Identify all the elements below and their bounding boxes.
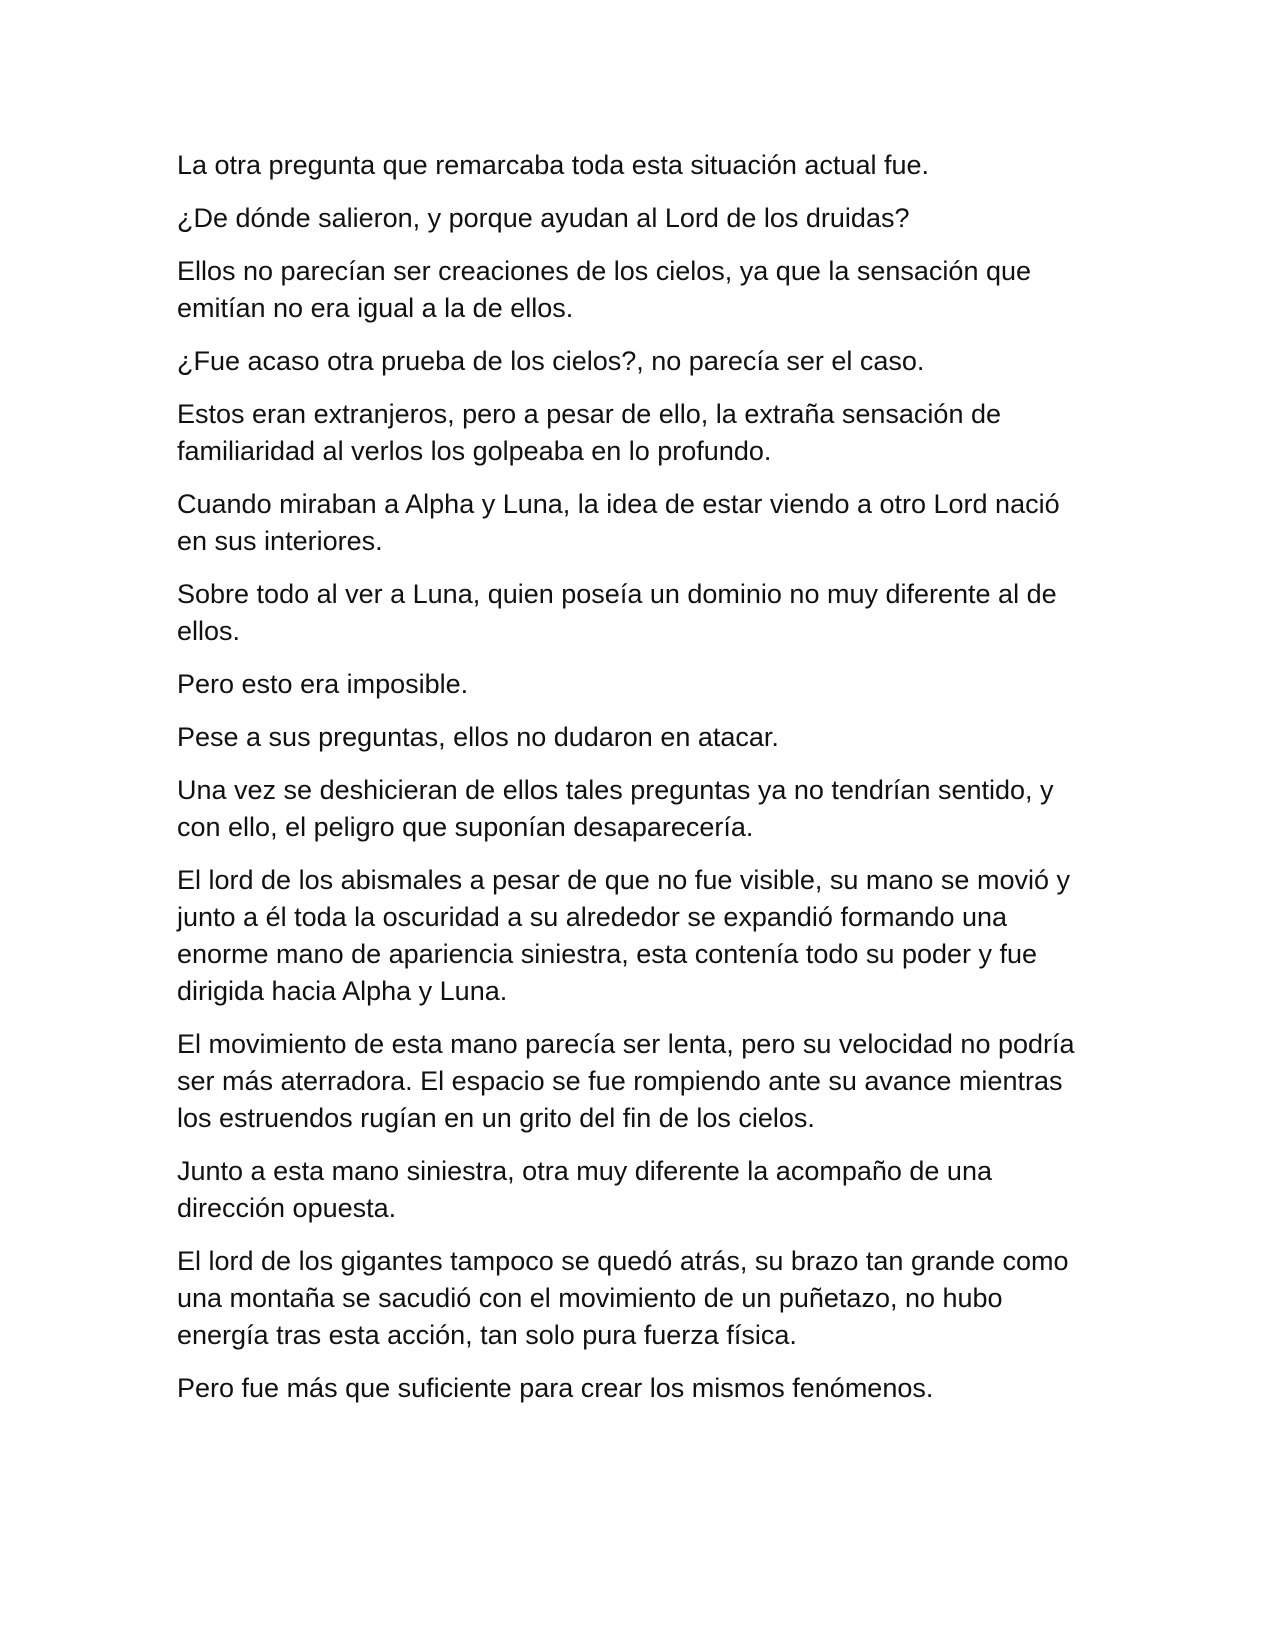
paragraph: Pero esto era imposible. xyxy=(177,669,469,699)
paragraph: Junto a esta mano siniestra, otra muy diferente la acompaño de una dirección opuesta. xyxy=(177,1156,992,1223)
paragraph: La otra pregunta que remarcaba toda esta situación actual fue. xyxy=(177,150,929,180)
paragraph: Cuando miraban a Alpha y Luna, la idea de estar viendo a otro Lord nació en sus interiores. xyxy=(177,489,1060,556)
paragraph: Ellos no parecían ser creaciones de los cielos, ya que la sensación que emitían no era igual a la de ellos. xyxy=(177,256,1032,323)
paragraph: El movimiento de esta mano parecía ser lenta, pero su velocidad no podría ser más aterradora. El espacio se fue rompiendo ante su avance mientras los estruendos rugían en un grito del fin de los cielos. xyxy=(177,1029,1075,1133)
document-body xyxy=(177,147,1097,1423)
paragraph: Estos eran extranjeros, pero a pesar de ello, la extraña sensación de familiaridad al verlos los golpeaba en lo profundo. xyxy=(177,399,1001,466)
paragraph: ¿Fue acaso otra prueba de los cielos?, no parecía ser el caso. xyxy=(177,346,925,376)
paragraph: ¿De dónde salieron, y porque ayudan al Lord de los druidas? xyxy=(177,203,910,233)
paragraph: Una vez se deshicieran de ellos tales preguntas ya no tendrían sentido, y con ello, el peligro que suponían desaparecería. xyxy=(177,775,1054,842)
paragraph: Pero fue más que suficiente para crear los mismos fenómenos. xyxy=(177,1373,934,1403)
paragraph: Pese a sus preguntas, ellos no dudaron en atacar. xyxy=(177,722,779,752)
paragraph: El lord de los gigantes tampoco se quedó atrás, su brazo tan grande como una montaña se sacudió con el movimiento de un puñetazo, no hubo energía tras esta acción, tan solo pura fuerza física. xyxy=(177,1246,1069,1350)
paragraph: El lord de los abismales a pesar de que no fue visible, su mano se movió y junto a él toda la oscuridad a su alrededor se expandió formando una enorme mano de apariencia siniestra, esta contenía todo su poder y fue dirigida hacia Alpha y Luna. xyxy=(177,865,1070,1006)
paragraph: Sobre todo al ver a Luna, quien poseía un dominio no muy diferente al de ellos. xyxy=(177,579,1057,646)
